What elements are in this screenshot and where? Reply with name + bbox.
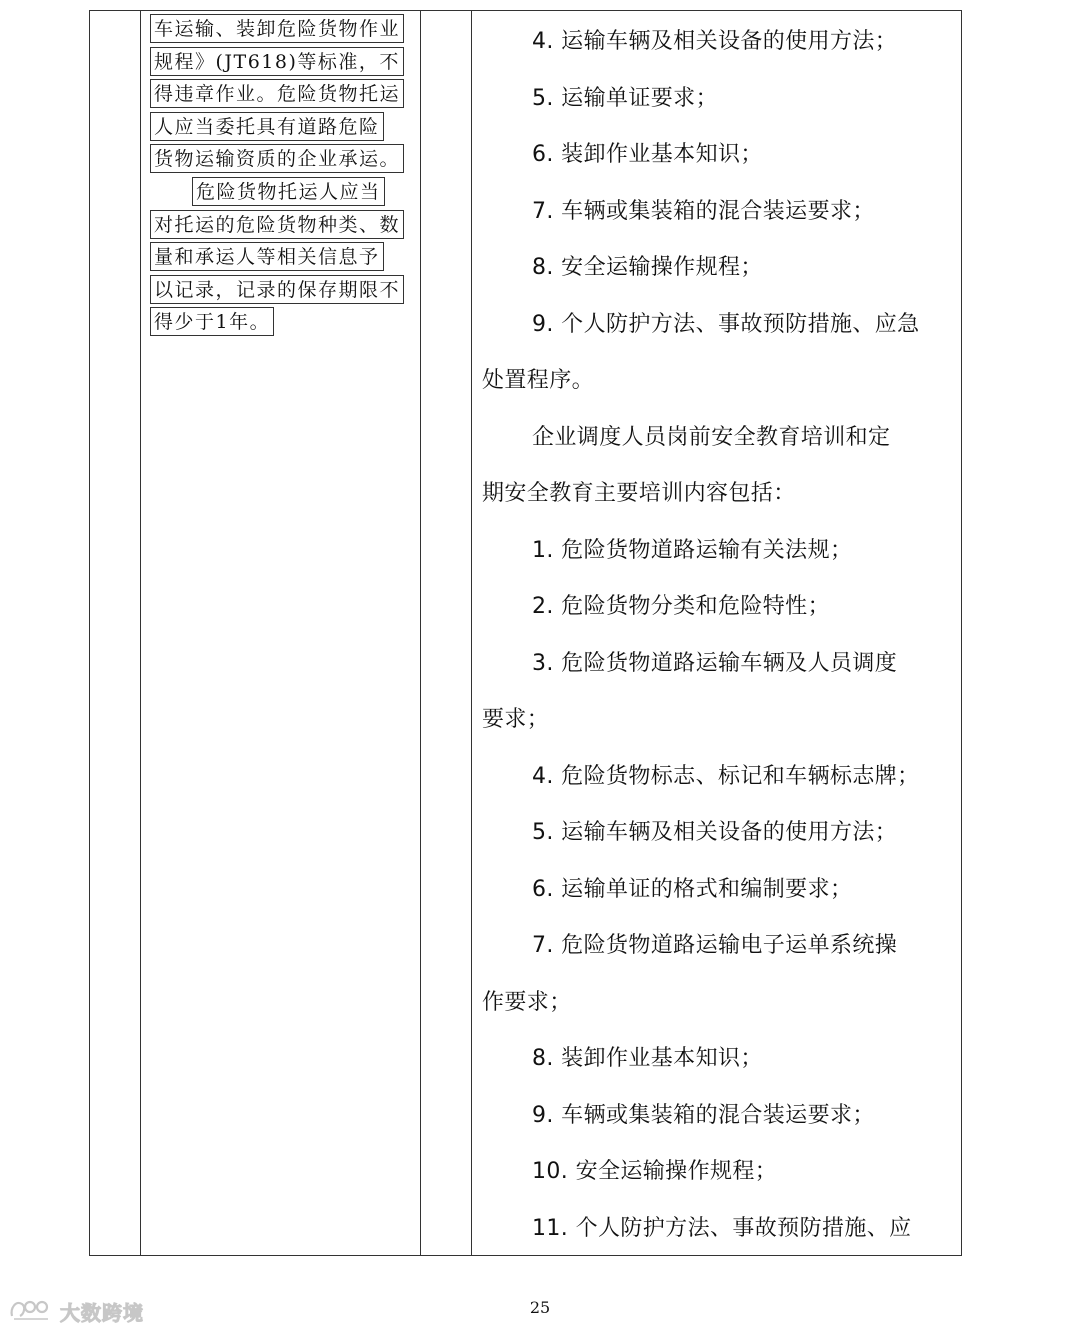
left-line: 车运输、装卸危险货物作业 (150, 14, 404, 43)
right-line: 企业调度人员岗前安全教育培训和定 (532, 424, 891, 450)
right-line: 7. 车辆或集装箱的混合装运要求； (532, 198, 875, 224)
right-line: 处置程序。 (482, 368, 595, 393)
right-line: 10. 安全运输操作规程； (532, 1159, 778, 1184)
right-line: 8. 装卸作业基本知识； (532, 1046, 763, 1071)
right-line: 3. 危险货物道路运输车辆及人员调度 (532, 650, 898, 676)
right-line: 6. 装卸作业基本知识； (532, 142, 763, 167)
right-line: 作要求； (482, 989, 572, 1015)
right-line: 11. 个人防护方法、事故预防措施、应 (532, 1215, 912, 1241)
left-line: 规程》(JT618)等标准，不 (150, 47, 404, 76)
left-line: 货物运输资质的企业承运。 (150, 144, 404, 173)
left-line: 得违章作业。危险货物托运 (150, 79, 404, 108)
right-line: 4. 危险货物标志、标记和车辆标志牌； (532, 763, 920, 789)
right-line: 6. 运输单证的格式和编制要求； (532, 876, 853, 902)
watermark (8, 1296, 144, 1326)
right-line: 9. 车辆或集装箱的混合装运要求； (532, 1102, 875, 1128)
right-line: 4. 运输车辆及相关设备的使用方法； (532, 29, 898, 54)
right-line: 8. 安全运输操作规程； (532, 255, 763, 280)
left-line: 人应当委托具有道路危险 (150, 112, 384, 141)
right-line: 7. 危险货物道路运输电子运单系统操 (532, 933, 898, 958)
right-line: 期安全教育主要培训内容包括： (482, 481, 796, 506)
page-number: 25 (529, 1298, 551, 1317)
left-line: 量和承运人等相关信息予 (150, 242, 384, 271)
right-column-text (482, 14, 957, 1257)
watermark-logo-icon (8, 1296, 54, 1326)
right-line: 要求； (482, 707, 550, 732)
left-line: 以记录，记录的保存期限不 (150, 275, 404, 304)
watermark-text: 大数跨境 (60, 1300, 144, 1325)
right-line: 1. 危险货物道路运输有关法规； (532, 537, 853, 563)
left-line: 对托运的危险货物种类、数 (150, 210, 404, 239)
left-line: 危险货物托运人应当 (192, 177, 385, 206)
column-divider-1 (140, 10, 141, 1256)
left-column-text (150, 14, 415, 340)
right-line: 9. 个人防护方法、事故预防措施、应急 (532, 311, 920, 337)
right-line: 5. 运输车辆及相关设备的使用方法； (532, 820, 898, 845)
column-divider-2 (420, 10, 421, 1256)
right-line: 2. 危险货物分类和危险特性； (532, 594, 830, 619)
column-divider-3 (471, 10, 472, 1256)
right-line: 5. 运输单证要求； (532, 85, 718, 111)
left-line: 得少于1年。 (150, 307, 274, 336)
